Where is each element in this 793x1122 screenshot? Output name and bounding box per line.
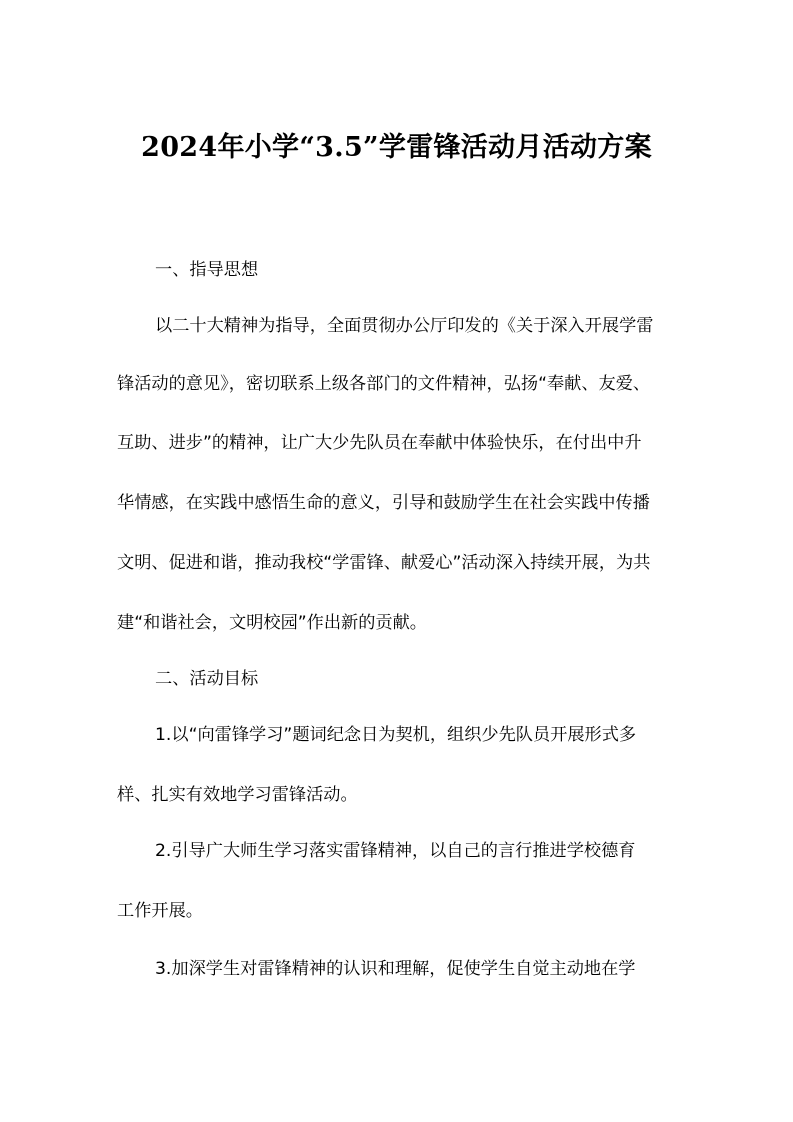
paragraph-line: 锋活动的意见》，密切联系上级各部门的文件精神，弘扬“奉献、友爱、 [117,374,651,394]
document-title: 2024年小学“3.5”学雷锋活动月活动方案 [141,132,652,163]
paragraph-line: 以二十大精神为指导，全面贯彻办公厅印发的《关于深入开展学雷 [155,316,654,336]
paragraph-line: 工作开展。 [117,901,203,921]
section-heading-guiding-ideology: 一、指导思想 [155,260,259,280]
paragraph-line: 2.引导广大师生学习落实雷锋精神，以自己的言行推进学校德育 [155,841,636,861]
paragraph-line: 文明、促进和谐，推动我校“学雷锋、献爱心”活动深入持续开展，为共 [117,553,651,573]
paragraph-line: 华情感，在实践中感悟生命的意义，引导和鼓励学生在社会实践中传播 [117,493,650,513]
paragraph-line: 3.加深学生对雷锋精神的认识和理解，促使学生自觉主动地在学 [155,959,636,979]
paragraph-line: 互助、进步”的精神，让广大少先队员在奉献中体验快乐，在付出中升 [117,433,642,453]
section-heading-activity-goals: 二、活动目标 [155,669,259,689]
paragraph-line: 建“和谐社会，文明校园”作出新的贡献。 [117,613,427,633]
paragraph-line: 样、扎实有效地学习雷锋活动。 [117,785,358,805]
paragraph-line: 1.以“向雷锋学习”题词纪念日为契机，组织少先队员开展形式多 [155,725,637,745]
